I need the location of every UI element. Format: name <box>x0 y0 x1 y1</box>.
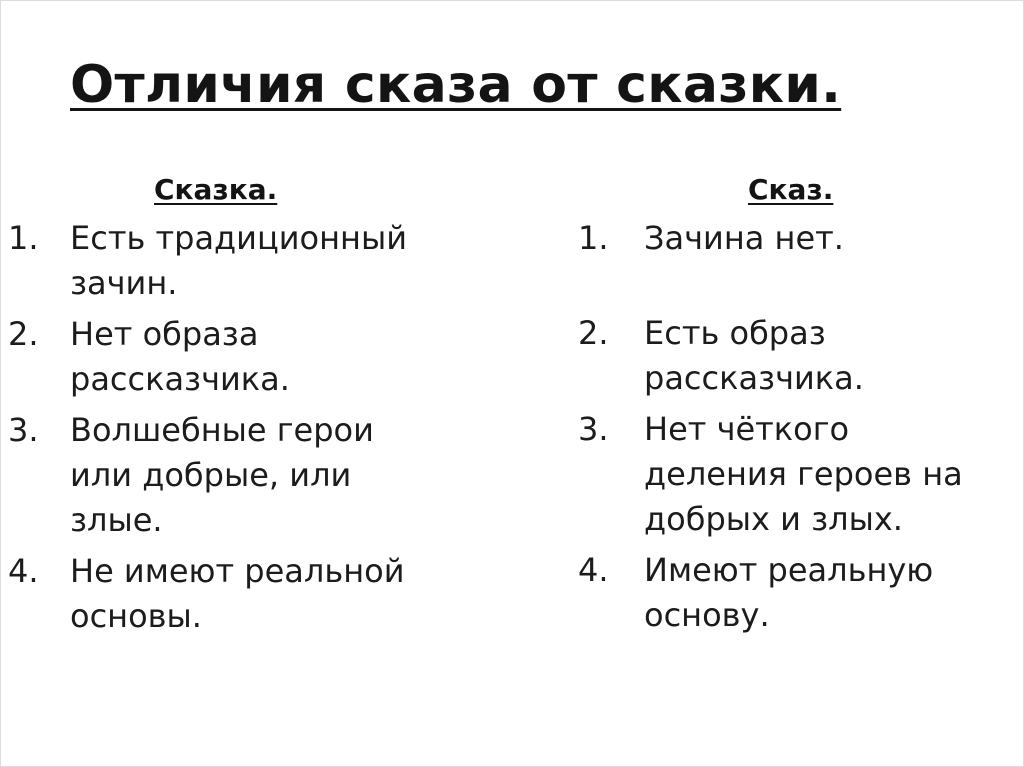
column-skaz <box>578 170 1018 644</box>
list-item-number: 3. <box>8 411 39 449</box>
list-item-text: Имеют реальную основу. <box>644 551 934 634</box>
list-item <box>8 216 478 306</box>
list-item-text: Зачина нет. <box>644 219 844 257</box>
column-heading-skaz: Сказ. <box>748 173 834 206</box>
list-item <box>8 549 478 639</box>
list-item-number: 1. <box>578 219 609 257</box>
column-fairy-tale <box>8 170 478 645</box>
skaz-list <box>578 216 1018 638</box>
list-item <box>578 311 1018 401</box>
list-item <box>578 548 1018 638</box>
list-item-text: Есть традиционный зачин. <box>70 219 408 302</box>
list-item <box>8 408 478 543</box>
list-item <box>8 312 478 402</box>
list-item <box>578 216 1018 261</box>
list-item-number: 1. <box>8 219 39 257</box>
list-item-number: 4. <box>578 551 609 589</box>
fairy-tale-list <box>8 216 478 639</box>
column-heading-fairy-tale: Сказка. <box>154 173 278 206</box>
list-item-number: 2. <box>8 315 39 353</box>
list-item-text: Волшебные герои или добрые, или злые. <box>70 411 374 539</box>
list-item-number: 3. <box>578 410 609 448</box>
list-item <box>578 407 1018 542</box>
slide-title: Отличия сказа от сказки. <box>70 55 842 115</box>
list-item-text: Есть образ рассказчика. <box>644 314 864 397</box>
list-item-number: 4. <box>8 552 39 590</box>
list-item-text: Не имеют реальной основы. <box>70 552 405 635</box>
list-item-number: 2. <box>578 314 609 352</box>
list-item-text: Нет чёткого деления героев на добрых и злых. <box>644 410 963 538</box>
list-item-text: Нет образа рассказчика. <box>70 315 290 398</box>
